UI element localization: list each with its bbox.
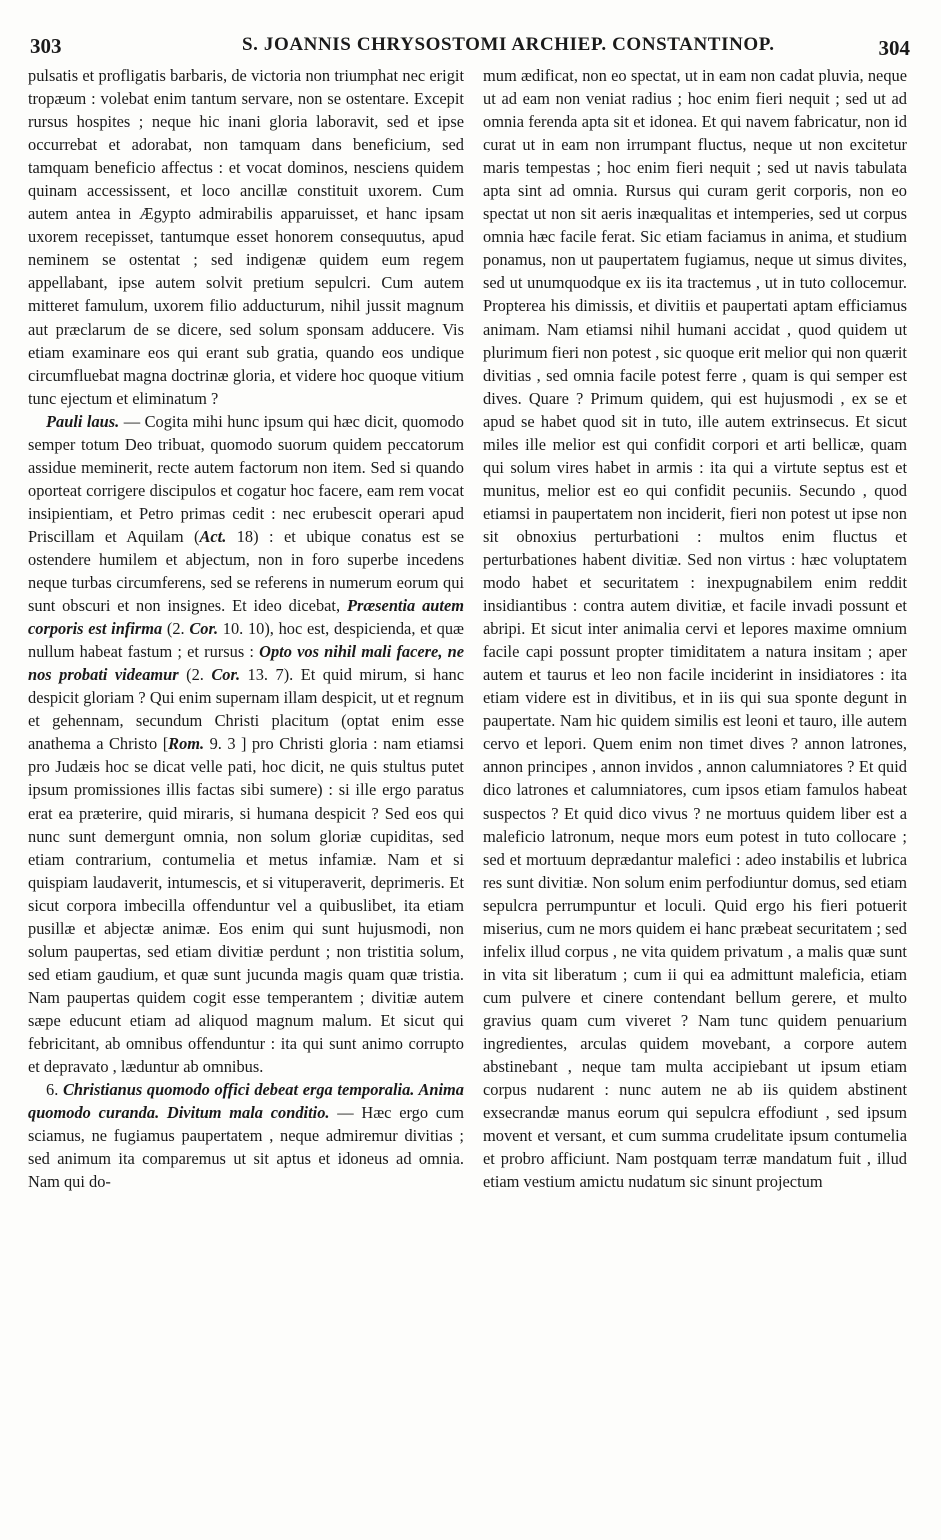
- scripture-quote: Opto vos nihil mali facere, ne nos probati videamur: [28, 642, 464, 685]
- paragraph-text: (2.: [162, 619, 190, 639]
- running-title: S. JOANNIS CHRYSOSTOMI ARCHIEP. CONSTANTINOP.: [242, 34, 775, 55]
- paragraph-text: pulsatis et profligatis barbaris, de victoria non triumphat nec erigit tropæum : volebat enim tantum servare, non se ostentare. Excepit rursus hospites ; neque hic inani gloria laboravit, sed et ipse occurrebat et adorabat, non tamquam dans beneficium, sed tamquam beneficio affectus : et vocat dominos, nesciens quidem quinam accessissent, et loco ancillæ constituit uxorem. Cum autem antea in Ægypto admirabilis apparuisset, et hanc ipsam uxorem recepisset, tantumque esset honorem consequutus, apud neminem se ostentat ; sed indigenæ quidem eum regem appellabant, ipse autem solvit pretium sepulcri. Cum autem mitteret famulum, uxorem filio adducturum, nihil jussit magnum aut præclarum de se dicere, sed solum sponsam adducere. Vis etiam examinare eos qui erant sub gratia, quando eos undique circumfluebat magna doctrinæ gloria, et videre hoc quoque vitium tunc ejectum et eliminatum ?: [28, 66, 464, 408]
- paragraph-text: 18) : et ubique conatus est se ostendere humilem et abjectum, non in foro superbe incedens neque turbas circumferens, sed se referens in numerum eorum qui sunt obscuri et non insignes. Et ideo dicebat,: [28, 526, 464, 616]
- paragraph-continued: [28, 64, 464, 410]
- paragraph-text: 9. 3 ] pro Christi gloria : nam etiamsi pro Judæis hoc se dicat velle pati, hoc dicit, ne quis stultus putet ipsum promissiones illis factas sibi sumere) : si ille ergo paratus erat ea præterire, quid miraris, si humana despicit ? Sed eos qui nunc sunt demergunt omnia, non solum gloriæ cupiditas, sed etiam contrarium, contumelia et metus infamiæ. Nam et si quispiam laudaverit, intumescis, et si vituperaverit, deprimeris. Et sicut corpora imbecilla offenduntur vel a quibuslibet, ita etiam pusillæ et abjectæ animæ. Eos enim qui sunt hujusmodi, non solum paupertas, sed etiam divitiæ perdunt ; non tristitia solum, sed etiam gaudium, et quæ sunt jucunda magis quam quæ tristia. Nam paupertas quidem cogit esse temperantem ; divitiæ autem sæpe educunt etiam ad aliquod magnum malum. Et sicut qui febricitant, ab omnibus offenduntur : ita qui sunt animo corrupto et depravato , læduntur ab omnibus.: [28, 734, 464, 1077]
- paragraph-text: — Hæc ergo cum sciamus, ne fugiamus paupertatem , neque admiremur divitias ; sed animum ita comparemus ut sit aptus et idoneus ad omnia. Nam qui do-: [28, 1103, 464, 1192]
- right-column: [483, 64, 907, 1534]
- paragraph-text: 10. 10), hoc est, despicienda, et quæ nullum habeat fastum ; et rursus :: [28, 619, 464, 662]
- paragraph-text: 13. 7). Et quid mirum, si hanc despicit gloriam ? Qui enim supernam illam despicit, ut et regnum et gehennam, secundum Christi placitum (optat enim esse anathema a Christo [: [28, 665, 464, 754]
- paragraph-continued: [483, 64, 907, 1193]
- section-number: 6.: [46, 1080, 59, 1100]
- paragraph-pauli-laus: [28, 410, 464, 1078]
- running-header: [30, 34, 910, 60]
- scripture-reference: Rom.: [168, 734, 205, 754]
- page-number-right: 304: [878, 36, 910, 60]
- paragraph-text: — Cogita mihi hunc ipsum qui hæc dicit, quomodo semper totum Deo tribuat, quomodo suorum quidem peccatorum assidue meminerit, recte autem factorum non item. Sed si quando oporteat corrigere discipulos et cogatur hoc facere, eam rem vocat insipientiam, et Petro primas cedit : nec erubescit operari apud Priscillam et Aquilam (: [28, 411, 464, 546]
- section-heading-pauli-laus: Pauli laus.: [46, 411, 120, 431]
- section-heading-christianus: Christianus quomodo offici debeat erga temporalia. Anima quomodo curanda. Divitum mala conditio.: [28, 1080, 464, 1123]
- page-number-left: 303: [30, 34, 62, 58]
- paragraph-section-6: [28, 1078, 464, 1193]
- paragraph-text: mum ædificat, non eo spectat, ut in eam non cadat pluvia, neque ut ad eam non veniat radius ; hoc enim fieri nequit ; sed ut ad omnia ferenda apta sit et idonea. Et qui navem fabricatur, non id curat ut in eam non irrumpant fluctus, neque ut non excitetur maris tempestas ; hoc enim fieri nequit ; sed ut navis tabulata apta sint ad omnia. Rursus qui curam gerit corporis, non eo spectat ut non sit aeris inæqualitas et intemperies, sed ut corpus omnia hæc facile ferat. Sic etiam faciamus in anima, et studium ponamus, non ut paupertatem fugiamus, neque ut simus divites, sed ut unumquodque ex iis ita tractemus , ut in tuto collocemur. Propterea his dimissis, et divitiis et paupertati aptam efficiamus animam. Nam etiamsi nihil humani accidat , quod quidem ut plurimum fieri non potest , sic quoque erit melior qui non quærit divitias , sed omnia facile potest ferre , quam is qui semper est dives. Quare ? Primum quidem, qui est hujusmodi , ex se et apud se habet quod sit in tuto, ille autem extrinsecus. Et sicut miles ille melior est qui confidit corpori et arti bellicæ, quam qui solum vires habet in armis : ita qui a virtute septus est et munitus, melior est eo qui confidit pecuniis. Secundo , quod etiamsi in paupertatem non inciderit, fieri non potest ut ipse non sit obnoxius perturbationi : multos enim fluctus et perturbationes habent divitiæ. Sed non virtus : hæc voluptatem modo habet et securitatem : inexpugnabilem enim reddit insidiantibus : contra autem divitiæ, et facile invadi possunt et abripi. Et sicut inter animalia cervi et lepores maxime omnium facile capi possunt propter timiditatem a natura insitam ; aper autem et taurus et leo non facile inciderint in insidiatores : ita etiam videre est in divitibus, et in iis qui sua sponte degunt in paupertate. Nam hic quidem similis est leoni et tauro, ille autem cervo et lepori. Quem enim non timet dives ? annon latrones, annon principes , annon invidos , annon calumniatores ? Et quid dico latrones et calumniatores, cum ipsos etiam famulos habeat suspectos ? Et quid dico vivus ? ne mortuus quidem liber est a maleficio latronum, neque mors eum potest in tuto collocare ; sed et mortuum deprædantur malefici : adeo instabilis et lubrica res sunt divitiæ. Non solum enim perfodiuntur domus, sed etiam sepulcra perrumpuntur et loculi. Quid ergo his fieri potuerit miserius, cum ne mors quidem ei hanc præbeat securitatem ; sed infelix illud corpus , ne vita quidem privatum , a malis quæ sunt in vita sit liberatum ; cum ii qui ea admittunt maleficia, etiam cum pulvere et cinere contendant bellum gerere, et multo gravius quam cum viveret ? Nam tunc quidem penuarium ingredientes, arculas quidem movebant, a corpore autem abstinebant , neque tam multa accipiebant ut ipsum etiam corpus nudarent : nunc autem ne ab iis quidem abstinent exsecrandæ manus eorum qui sepulcra effodiunt , sed ipsum movent et versant, et cum summa crudelitate ipsum contumelia et probro afficiunt. Nam postquam terræ mandatum fuit , illud etiam vestium amictu nudatum sic sinunt projectum: [483, 66, 907, 1192]
- scripture-quote: Præsentia autem corporis est infirma: [28, 596, 464, 639]
- left-column: [28, 64, 464, 1534]
- scripture-reference: Cor.: [211, 665, 241, 685]
- paragraph-text: (2.: [178, 665, 212, 685]
- scripture-reference: Act.: [199, 526, 227, 546]
- scripture-reference: Cor.: [189, 619, 219, 639]
